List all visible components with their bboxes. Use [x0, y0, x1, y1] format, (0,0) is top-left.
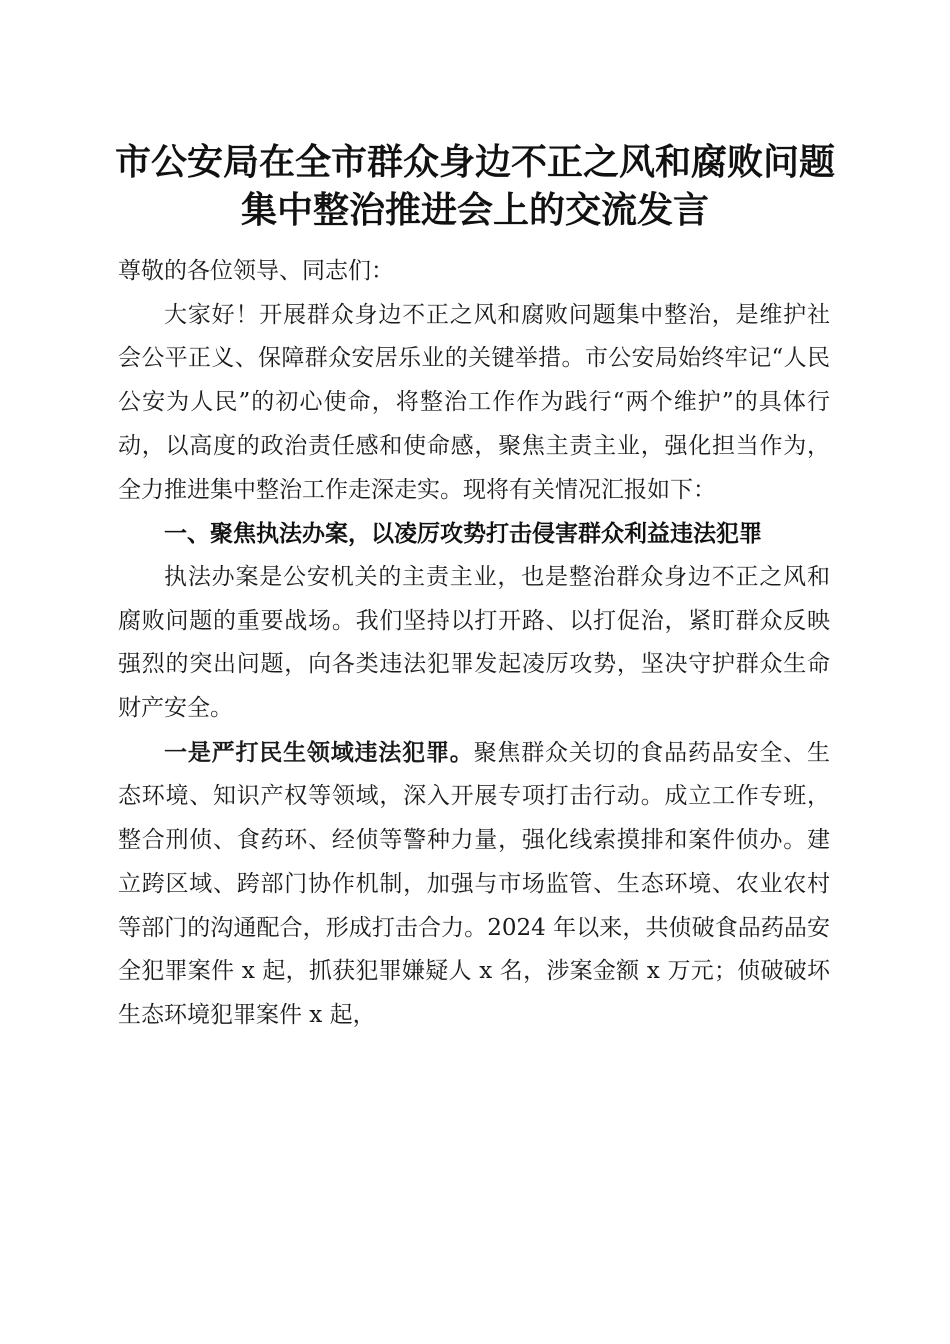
- section-1-heading: 一、聚焦执法办案，以凌厉攻势打击侵害群众利益违法犯罪: [164, 520, 762, 548]
- title-line-2: 集中整治推进会上的交流发言: [240, 189, 709, 231]
- point-1-lead: 一是严打民生领域违法犯罪。: [164, 738, 474, 766]
- document-body: [118, 250, 830, 1038]
- document-title: [90, 138, 860, 234]
- greeting: 尊敬的各位领导、同志们：: [118, 258, 394, 284]
- point-1-body: 聚焦群众关切的食品药品安全、生态环境、知识产权等领域，深入开展专项打击行动。成立工作专班，整合刑侦、食药环、经侦等警种力量，强化线索摸排和案件侦办。建立跨区域、跨部门协作机制，加强与市场监管、生态环境、农业农村等部门的沟通配合，形成打击合力。2024 年以来，共侦破食品药品安全犯罪案件 x 起，抓获犯罪嫌疑人 x 名，涉案金额 x 万元；侦破破坏生态环境犯罪案件 x 起，: [118, 739, 831, 1028]
- point-1-paragraph: [118, 731, 830, 1038]
- section-1-intro-paragraph: 执法办案是公安机关的主责主业，也是整治群众身边不正之风和腐败问题的重要战场。我们坚持以打开路、以打促治，紧盯群众反映强烈的突出问题，向各类违法犯罪发起凌厉攻势，坚决守护群众生命财产安全。: [118, 563, 830, 722]
- title-line-1: 市公安局在全市群众身边不正之风和腐败问题: [114, 141, 835, 183]
- intro-paragraph: 大家好！开展群众身边不正之风和腐败问题集中整治，是维护社会公平正义、保障群众安居乐业的关键举措。市公安局始终牢记“人民公安为人民”的初心使命，将整治工作作为践行“两个维护”的具体行动，以高度的政治责任感和使命感，聚焦主责主业，强化担当作为，全力推进集中整治工作走深走实。现将有关情况汇报如下：: [118, 301, 830, 503]
